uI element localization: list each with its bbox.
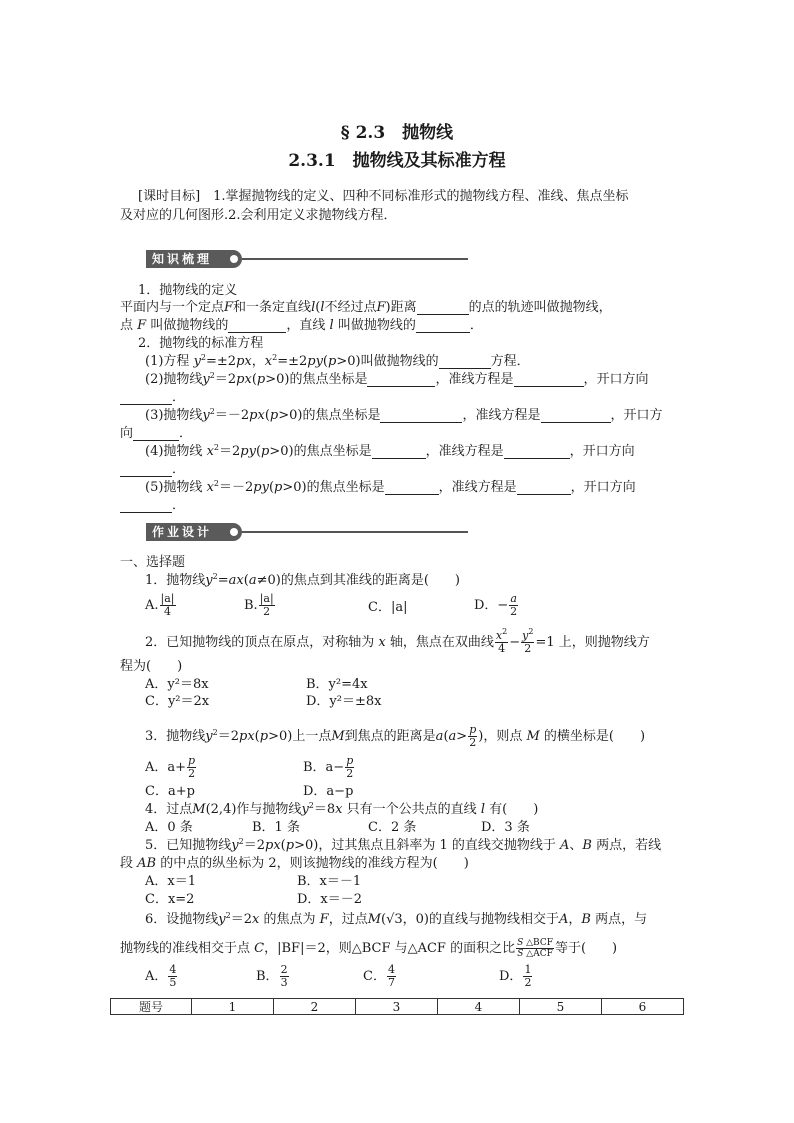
knowledge-item-1: (1)方程 $y^2=\pm 2px$，$x^2=\pm 2py(p>0)$叫做抛物线的 方程． xyxy=(145,353,530,369)
knowledge-item-2-cont: ． xyxy=(120,390,185,405)
question-2: 2．已知抛物线的顶点在原点，对称轴为 x 轴，焦点在双曲线 $\frac{x^2}{4}$ − $\frac{y^2}{2}$ =1 上，则抛物线方 xyxy=(145,627,650,655)
table-row xyxy=(111,999,684,1015)
divider-line xyxy=(242,531,468,533)
question-6-option-c: C． $\frac{4}{7}$ xyxy=(363,963,395,989)
question-1-option-d: D．− $\frac{a}{2}$ xyxy=(474,592,518,618)
question-4-option-a: A．0 条 xyxy=(145,820,193,835)
question-4: 4．过点M(2,4)作与抛物线$y^2=8x$ 只有一个公共点的直线 l 有( ) xyxy=(145,801,539,817)
knowledge-p2-title: 2．抛物线的标准方程 xyxy=(138,336,264,351)
section-title: § 2.3 抛物线 xyxy=(340,123,454,143)
question-1-option-a: A. $\frac{|a|}{4}$ xyxy=(145,592,175,618)
question-6-option-d: D． $\frac{1}{2}$ xyxy=(499,963,532,989)
question-3-option-b: B．a− $\frac{p}{2}$ xyxy=(303,754,354,780)
section-label-homework: 作业设计 xyxy=(146,523,242,541)
goals-line-1: [课时目标] 1.掌握抛物线的定义、四种不同标准形式的抛物线方程、准线、焦点坐标 xyxy=(138,189,629,204)
question-6-option-b: B． $\frac{2}{3}$ xyxy=(256,963,288,989)
answer-table-header: 题号 xyxy=(111,999,192,1015)
knowledge-item-2: (2)抛物线$y^2=2px(p>0)$的焦点坐标是 ，准线方程是 ，开口方向 xyxy=(145,371,649,387)
question-2-option-d: D．y²＝±8x xyxy=(306,694,382,709)
question-5-cont: 段 AB 的中点的纵坐标为 2，则该抛物线的准线方程为( ) xyxy=(120,856,469,871)
section-header-knowledge xyxy=(146,250,468,268)
question-2-option-a: A．y²＝8x xyxy=(145,677,209,692)
knowledge-item-4-cont: ． xyxy=(120,462,185,477)
question-2-option-b: B．y²=4x xyxy=(306,677,368,692)
answer-cell: 3 xyxy=(356,999,438,1015)
bullet-dot-icon xyxy=(230,255,238,263)
knowledge-item-5-cont: ． xyxy=(120,498,185,513)
question-5-option-d: D．x＝－2 xyxy=(297,892,363,907)
question-6: 6．设抛物线$y^2=2x$ 的焦点为 F，过点M(√3，0)的直线与抛物线相交于A，B 两点，与 xyxy=(145,911,648,927)
question-5-option-c: C．x=2 xyxy=(145,892,195,907)
question-4-option-c: C．2 条 xyxy=(368,820,417,835)
bullet-dot-icon xyxy=(230,528,238,536)
answer-cell: 1 xyxy=(192,999,274,1015)
question-5-option-b: B．x＝－1 xyxy=(297,874,362,889)
section-label-knowledge: 知识梳理 xyxy=(146,250,242,268)
goals-line-2: 及对应的几何图形.2.会利用定义求抛物线方程． xyxy=(120,208,397,223)
knowledge-item-3: (3)抛物线$y^2=-2px(p>0)$的焦点坐标是 ，准线方程是 ，开口方 xyxy=(145,407,663,423)
answer-cell: 6 xyxy=(602,999,684,1015)
question-3-option-c: C．a+p xyxy=(145,784,195,799)
subsection-title: 2.3.1 抛物线及其标准方程 xyxy=(288,151,506,171)
question-3: 3．抛物线$y^2=2px(p>0)$上一点M到焦点的距离是a(a> $\frac{p}{2}$ )，则点 M 的横坐标是( ) xyxy=(145,723,646,749)
answer-table xyxy=(110,998,684,1015)
knowledge-p1-title: 1．抛物线的定义 xyxy=(138,283,238,298)
question-3-option-a: A．a+ $\frac{p}{2}$ xyxy=(145,754,196,780)
question-4-option-b: B．1 条 xyxy=(252,820,300,835)
question-6-cont: 抛物线的准线相交于点 C，|BF|＝2，则△BCF 与△ACF 的面积之比 $\frac{\text{S △BCF}}{\text{S △ACF}}$ 等于( ) xyxy=(120,938,618,959)
answer-cell: 5 xyxy=(520,999,602,1015)
section-header-homework xyxy=(146,523,468,541)
homework-part-title: 一、选择题 xyxy=(120,555,186,570)
question-1: 1．抛物线$y^2=ax(a\ne 0)$的焦点到其准线的距离是( ) xyxy=(145,572,460,588)
knowledge-item-3-cont: 向 ． xyxy=(120,426,193,441)
answer-cell: 4 xyxy=(438,999,520,1015)
question-1-option-c: C．|a| xyxy=(368,600,408,615)
question-2-cont: 程为( ) xyxy=(120,659,183,674)
question-6-option-a: A． $\frac{4}{5}$ xyxy=(145,963,177,989)
knowledge-item-4: (4)抛物线 $x^2=2py(p>0)$的焦点坐标是 ，准线方程是 ，开口方向 xyxy=(145,443,635,459)
knowledge-item-5: (5)抛物线 $x^2=-2py(p>0)$的焦点坐标是 ，准线方程是 ，开口方向 xyxy=(145,479,636,495)
answer-cell: 2 xyxy=(274,999,356,1015)
question-4-option-d: D．3 条 xyxy=(481,820,530,835)
question-5: 5．已知抛物线$y^2=2px(p>0)$，过其焦点且斜率为 1 的直线交抛物线于 A、B 两点，若线 xyxy=(145,837,662,853)
knowledge-p1-line2: 点 F 叫做抛物线的 ，直线 l 叫做抛物线的 ． xyxy=(120,318,483,333)
question-2-option-c: C．y²＝2x xyxy=(145,694,210,709)
question-5-option-a: A．x＝1 xyxy=(145,874,196,889)
question-3-option-d: D．a−p xyxy=(303,784,354,799)
question-1-option-b: B. $\frac{|a|}{2}$ xyxy=(244,592,274,618)
knowledge-p1-line1: 平面内与一个定点F和一条定直线l(l不经过点F)距离 的点的轨迹叫做抛物线， xyxy=(120,300,612,315)
divider-line xyxy=(242,258,468,260)
